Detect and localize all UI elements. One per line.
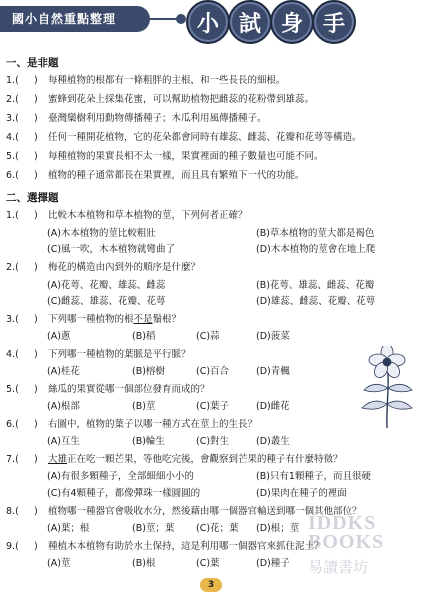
- header-tab-label: 國小自然重點整理: [0, 6, 150, 32]
- tf-item-3: 3.( ) 臺灣欒樹利用動物傳播種子；木瓜利用風傳播種子。: [6, 113, 267, 124]
- q6-option-b: (B)輪生: [132, 436, 165, 447]
- q1-option-c: (C)風一吹，木本植物就彎曲了: [47, 244, 176, 255]
- q7-option-c: (C)有4顆種子，都像彈珠一樣圓圓的: [47, 488, 201, 499]
- title-char-4: 手: [312, 0, 356, 44]
- q7-option-d: (D)果肉在種子的裡面: [256, 488, 347, 499]
- q1-option-b: (B)草本植物的莖大都是褐色: [256, 228, 375, 239]
- q6-option-c: (C)對生: [196, 436, 230, 447]
- q3-option-c: (C)蒜: [196, 331, 220, 342]
- mc-question-3: 3.( ) 下列哪一種植物的根不是鬚根？: [6, 314, 182, 325]
- q9-option-d: (D)種子: [256, 558, 290, 569]
- tf-item-1: 1.( ) 每種植物的根都有一條粗胖的主根，和一些長長的細根。: [6, 75, 286, 86]
- q5-option-b: (B)莖: [132, 401, 156, 412]
- q1-option-a: (A)木本植物的莖比較粗壯: [47, 228, 156, 239]
- q6-option-d: (D)叢生: [256, 436, 290, 447]
- tf-item-2: 2.( ) 蜜蜂到花朵上採集花蜜，可以幫助植物把雌蕊的花粉帶到雄蕊。: [6, 94, 315, 105]
- q4-option-a: (A)桂花: [47, 366, 80, 377]
- mc-question-5: 5.( ) 絲瓜的果實從哪一個部位發育而成的？: [6, 384, 210, 395]
- section-true-false-title: 一、是非題: [6, 57, 59, 69]
- mc-question-6: 6.( ) 右圖中，植物的葉子以哪一種方式在莖上的生長？: [6, 419, 258, 430]
- q8-option-a: (A)葉；根: [47, 523, 90, 534]
- tf-item-6: 6.( ) 植物的種子通常都長在果實裡，而且具有繁殖下一代的功能。: [6, 170, 305, 181]
- section-multiple-choice-title: 二、選擇題: [6, 192, 59, 204]
- q2-option-b: (B)花萼、雄蕊、雌蕊、花瓣: [256, 280, 375, 291]
- mc-question-9: 9.( ) 種植木本植物有助於水土保持，這是利用哪一個器官來抓住泥土？: [6, 541, 324, 552]
- q4-option-b: (B)榕樹: [132, 366, 165, 377]
- q8-option-b: (B)莖；葉: [132, 523, 175, 534]
- q4-option-d: (D)青楓: [256, 366, 290, 377]
- q5-option-c: (C)葉子: [196, 401, 230, 412]
- tf-item-4: 4.( ) 任何一種開花植物，它的花朵都會同時有雄蕊、雌蕊、花瓣和花萼等構造。: [6, 132, 362, 143]
- mc-question-8: 8.( ) 植物哪一種器官會吸收水分，然後藉由哪一個器官輸送到哪一個其他部位？: [6, 506, 362, 517]
- q2-option-c: (C)雌蕊、雄蕊、花瓣、花萼: [47, 296, 166, 307]
- publisher-watermark: IDDKS BOOKS 易讀書坊: [308, 512, 385, 576]
- name-underline: 大雄: [48, 454, 68, 465]
- tf-item-5: 5.( ) 每種植物的果實長相不太一樣，果實裡面的種子數量也可能不同。: [6, 151, 324, 162]
- q9-option-b: (B)根: [132, 558, 156, 569]
- q2-option-a: (A)花萼、花瓣、雄蕊、雌蕊: [47, 280, 166, 291]
- q3-option-d: (D)菠菜: [256, 331, 290, 342]
- mc-question-1: 1.( ) 比較木本植物和草本植物的莖，下列何者正確？: [6, 210, 248, 221]
- q2-option-d: (D)雄蕊、雌蕊、花瓣、花萼: [256, 296, 376, 307]
- title-char-3: 身: [270, 0, 314, 44]
- header-connector-dot: [176, 14, 186, 24]
- mc-question-4: 4.( ) 下列哪一種植物的葉脈是平行脈？: [6, 349, 191, 360]
- q7-option-a: (A)有很多顆種子，全部細細小小的: [47, 471, 194, 482]
- title-char-1: 小: [186, 0, 230, 44]
- q3-option-a: (A)蔥: [47, 331, 71, 342]
- q9-option-a: (A)莖: [47, 558, 71, 569]
- title-char-2: 試: [228, 0, 272, 44]
- header-title: [186, 0, 354, 44]
- q3-option-b: (B)稻: [132, 331, 156, 342]
- emphasis-not: 不是: [133, 314, 153, 325]
- flower-illustration: [356, 346, 418, 428]
- page-number: 3: [200, 578, 222, 592]
- mc-question-2: 2.( ) 梅花的構造由內到外的順序是什麼？: [6, 262, 201, 273]
- q9-option-c: (C)葉: [196, 558, 220, 569]
- mc-question-7: 7.( ) 大雄正在吃一顆芒果，等他吃完後，會觀察到芒果的種子有什麼特徵？: [6, 454, 343, 465]
- q5-option-d: (D)雌花: [256, 401, 290, 412]
- q1-option-d: (D)木本植物的莖會在地上爬: [256, 244, 376, 255]
- q6-option-a: (A)互生: [47, 436, 80, 447]
- q4-option-c: (C)百合: [196, 366, 230, 377]
- q7-option-b: (B)只有1顆種子，而且很硬: [256, 471, 371, 482]
- page-header: [0, 0, 421, 44]
- q8-option-c: (C)花；葉: [196, 523, 239, 534]
- q5-option-a: (A)根部: [47, 401, 80, 412]
- q8-option-d: (D)根；莖: [256, 523, 300, 534]
